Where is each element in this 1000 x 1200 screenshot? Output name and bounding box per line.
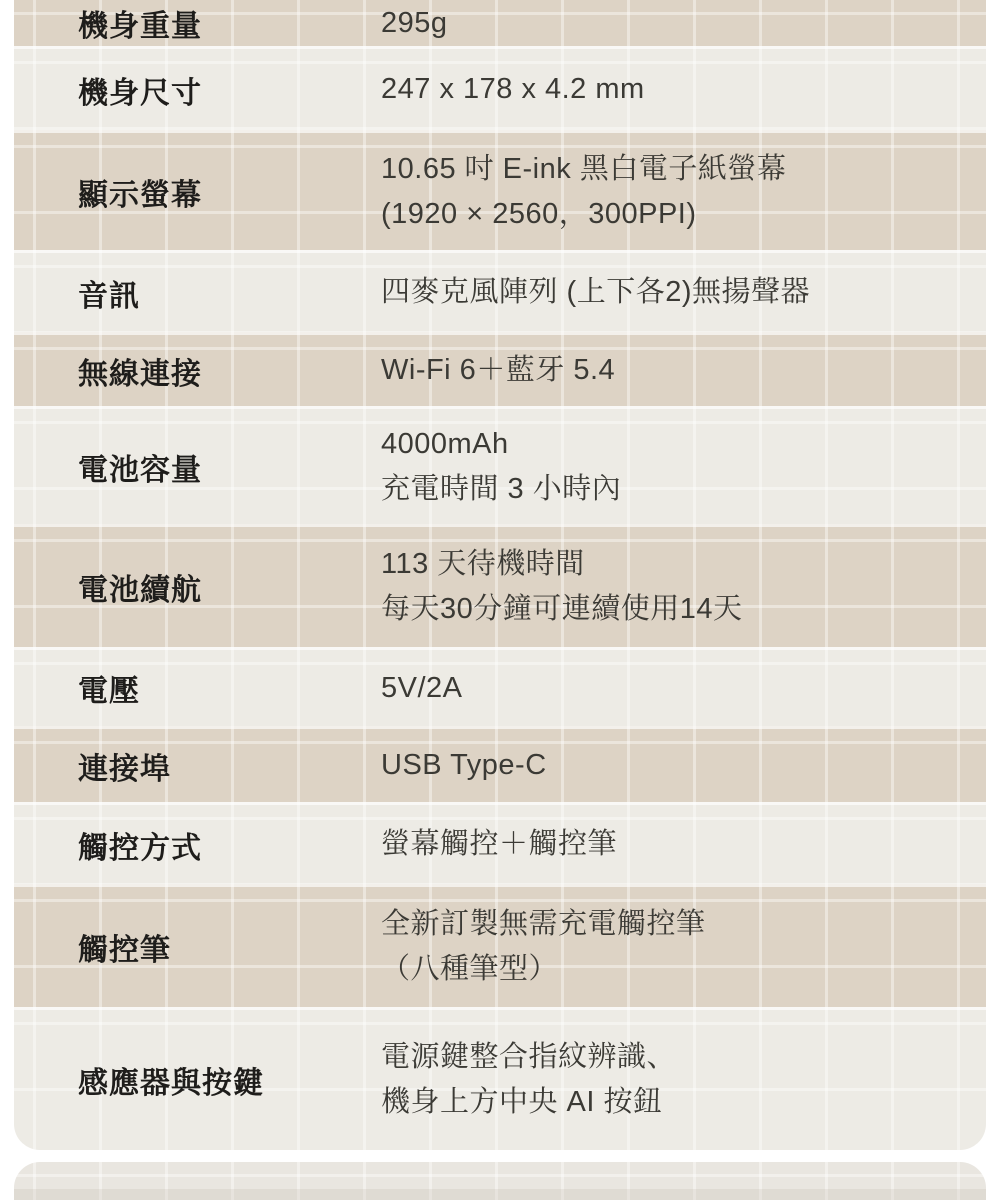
spec-value <box>381 348 986 393</box>
spec-value-line: 螢幕觸控＋觸控筆 <box>381 828 618 860</box>
spec-row <box>14 406 986 524</box>
spec-row <box>14 884 986 1007</box>
spec-value-line: (1920 × 2560，300PPI) <box>381 197 697 230</box>
spec-label: 機身尺寸 <box>78 76 202 110</box>
spec-value-line: 5V/2A <box>381 671 463 704</box>
spec-value <box>381 147 986 237</box>
next-section-card <box>14 1162 986 1200</box>
spec-label: 連接埠 <box>78 752 171 786</box>
spec-row <box>14 130 986 250</box>
spec-row <box>14 524 986 647</box>
spec-value-line: 全新訂製無需充電觸控筆 <box>381 908 706 940</box>
spec-label: 音訊 <box>78 279 140 313</box>
spec-label: 顯示螢幕 <box>78 178 202 212</box>
spec-value-line: 四麥克風陣列 (上下各2)無揚聲器 <box>381 276 811 308</box>
spec-label: 電壓 <box>78 675 140 708</box>
spec-value-line: 機身上方中央 AI 按鈕 <box>381 1086 663 1118</box>
spec-row <box>14 46 986 130</box>
spec-label: 電池續航 <box>78 574 202 607</box>
spec-row <box>14 0 986 46</box>
spec-value-line: 充電時間 3 小時內 <box>381 472 622 505</box>
spec-value <box>381 67 986 112</box>
spec-value-line: 295g <box>381 6 448 39</box>
spec-row <box>14 802 986 884</box>
spec-value <box>381 270 986 315</box>
spec-row <box>14 1007 986 1150</box>
spec-value <box>381 1035 986 1125</box>
spec-value-line: USB Type-C <box>381 749 547 781</box>
spec-row <box>14 250 986 332</box>
spec-label: 電池容量 <box>78 453 202 487</box>
spec-label: 無線連接 <box>78 357 202 391</box>
spec-value-line: （八種筆型） <box>381 953 559 985</box>
spec-value-line: Wi-Fi 6＋藍牙 5.4 <box>381 354 616 386</box>
spec-value <box>381 542 986 632</box>
spec-label: 感應器與按鍵 <box>78 1067 264 1100</box>
spec-value <box>381 666 986 711</box>
spec-row <box>14 332 986 406</box>
spec-value <box>381 743 986 788</box>
spec-value-line: 113 天待機時間 <box>381 548 585 580</box>
spec-value <box>381 1 986 46</box>
spec-row <box>14 726 986 802</box>
spec-value <box>381 902 986 992</box>
spec-table-card <box>14 0 986 1150</box>
spec-value-line: 10.65 吋 E-ink 黑白電子紙螢幕 <box>381 152 787 185</box>
spec-value-line: 電源鍵整合指紋辨識、 <box>381 1041 677 1073</box>
spec-value-line: 每天30分鐘可連續使用14天 <box>381 593 743 625</box>
spec-label: 觸控方式 <box>78 831 202 865</box>
spec-value <box>381 422 986 512</box>
spec-label: 觸控筆 <box>78 934 171 967</box>
next-section-row-band <box>14 1189 986 1200</box>
spec-label: 機身重量 <box>78 10 202 43</box>
spec-value-line: 4000mAh <box>381 427 509 460</box>
spec-value <box>381 822 986 867</box>
spec-row <box>14 647 986 726</box>
spec-value-line: 247 x 178 x 4.2 mm <box>381 73 645 105</box>
